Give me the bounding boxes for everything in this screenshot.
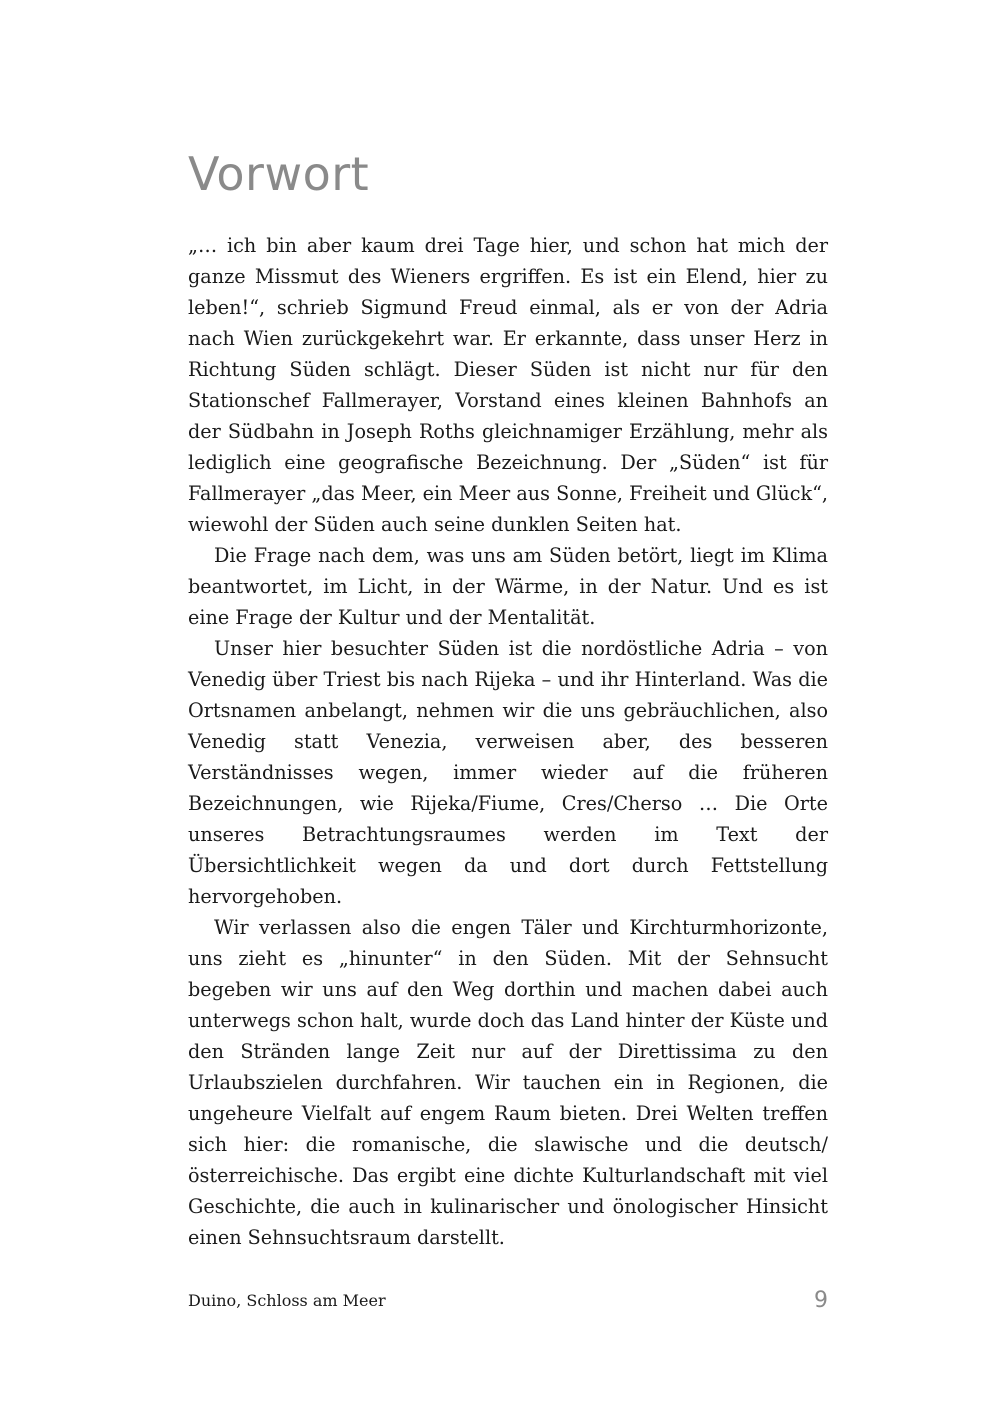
- paragraph-2: Die Frage nach dem, was uns am Süden betört, liegt im Klima beantwortet, im Licht, in der Wärme, in der Natur. Und es ist eine Frage der Kultur und der Mentalität.: [188, 544, 828, 629]
- page-number: 9: [814, 1288, 828, 1313]
- chapter-title: Vorwort: [188, 147, 370, 201]
- paragraph-4: Wir verlassen also die engen Täler und Kirchturmhorizonte, uns zieht es „hinunter“ in den Süden. Mit der Sehnsucht begeben wir uns auf den Weg dorthin und machen dabei auch unterwegs schon halt, wurde doch das Land hinter der Küste und den Stränden lange Zeit nur auf der Direttissima zu den Urlaubszielen durchfahren. Wir tauchen ein in Regionen, die ungeheure Vielfalt auf engem Raum bieten. Drei Welten treffen sich hier: die romanische, die slawische und die deutsch/österreichische. Das ergibt eine dichte Kulturlandschaft mit viel Geschichte, die auch in kulinarischer und önologischer Hinsicht einen Sehnsuchtsraum darstellt.: [188, 916, 828, 1249]
- paragraph-1: „… ich bin aber kaum drei Tage hier, und schon hat mich der ganze Missmut des Wieners ergriffen. Es ist ein Elend, hier zu leben!“, schrieb Sigmund Freud einmal, als er von der Adria nach Wien zurückgekehrt war. Er erkannte, dass unser Herz in Richtung Süden schlägt. Dieser Süden ist nicht nur für den Stationschef Fallmerayer, Vorstand eines kleinen Bahnhofs an der Südbahn in Joseph Roths gleichnamiger Erzählung, mehr als lediglich eine geografische Bezeichnung. Der „Süden“ ist für Fallmerayer „das Meer, ein Meer aus Sonne, Freiheit und Glück“, wiewohl der Süden auch seine dunklen Seiten hat.: [188, 234, 828, 536]
- paragraph-3: Unser hier besuchter Süden ist die nordöstliche Adria – von Venedig über Triest bis nach Rijeka – und ihr Hinterland. Was die Ortsnamen anbelangt, nehmen wir die uns gebräuchlichen, also Venedig statt Venezia, verweisen aber, des besseren Verständnisses wegen, immer wieder auf die früheren Bezeichnungen, wie Rijeka/Fiume, Cres/Cherso … Die Orte unseres Betrachtungsraumes werden im Text der Übersichtlichkeit wegen da und dort durch Fettstellung hervorgehoben.: [188, 637, 828, 908]
- image-caption: Duino, Schloss am Meer: [188, 1291, 386, 1310]
- chapter-body: [188, 230, 828, 1253]
